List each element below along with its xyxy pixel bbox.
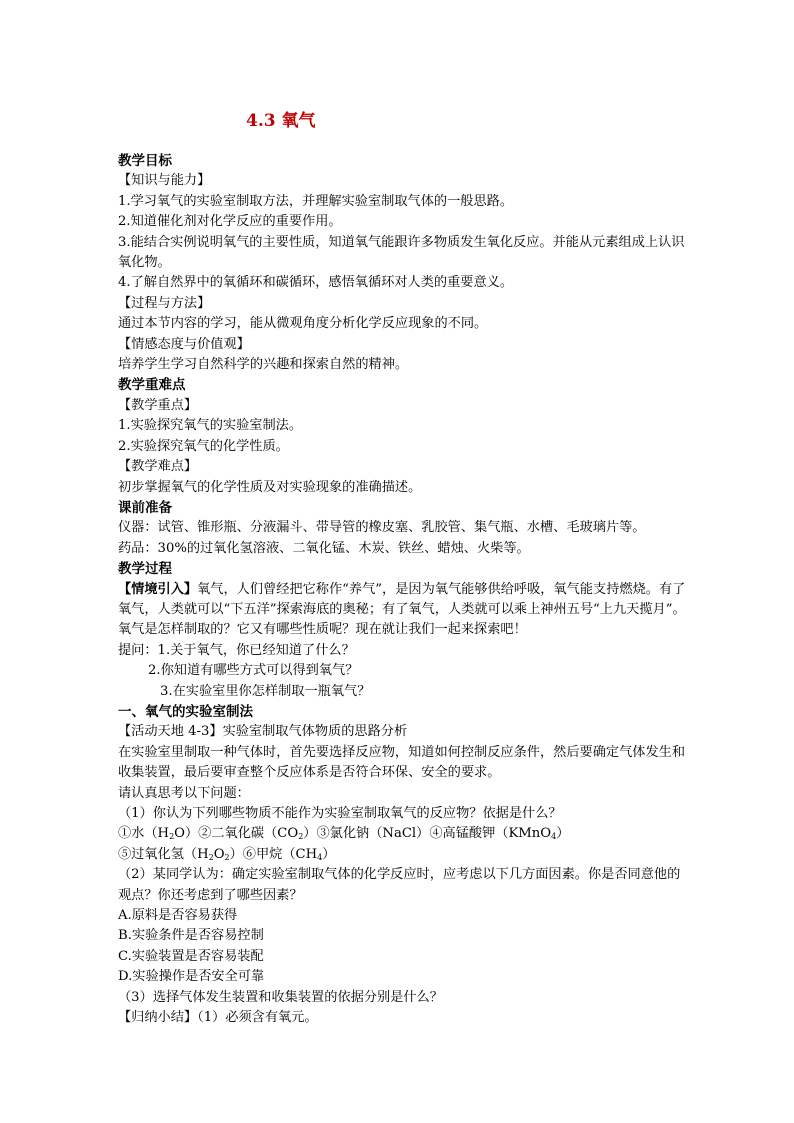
summary-text: （1）必须含有氧元。 (197, 1010, 318, 1026)
document-body (118, 151, 690, 1028)
substance-list (118, 824, 690, 844)
intro-paragraph (118, 580, 690, 641)
subheading-knowledge: 【知识与能力】 (118, 173, 211, 189)
reagent-list: 药品：30%的过氧化氢溶液、二氧化锰、木炭、铁丝、蜡烛、火柴等。 (118, 540, 530, 556)
subscript: 2 (169, 832, 175, 842)
section-heading-prep: 课前准备 (118, 499, 172, 516)
subsection-heading: 一、氧气的实验室制法 (118, 703, 253, 720)
activity-text: 实验室制取气体物质的思路分析 (222, 724, 408, 740)
think-question: （3）选择气体发生装置和收集装置的依据分别是什么？ (118, 989, 443, 1005)
summary-label: 【归纳小结】 (118, 1010, 198, 1026)
goal-item: 3.能结合实例说明氧气的主要性质，知道氧气能跟许多物质发生氧化反应。并能从元素组成上认识氧化物。 (118, 234, 685, 271)
substance-text: ） (322, 846, 336, 862)
substance-text: O）②二氧化碳（CO (174, 826, 299, 842)
option-item: A.原料是否容易获得 (118, 908, 238, 924)
intro-text: 氧气，人们曾经把它称作“养气”，是因为氧气能够供给呼吸，氧气能支持燃烧。有了氧气，人类就可以“下五洋”探索海底的奥秘；有了氧气，人类就可以乘上神州五号“上九天揽月”。氧气是怎样制取的？它又有哪些性质呢？现在就让我们一起来探索吧！ (118, 581, 686, 638)
substance-text: ⑤过氧化氢（H (118, 846, 209, 862)
subscript: 2 (298, 832, 304, 842)
section-heading-goals: 教学目标 (118, 153, 172, 169)
subheading-attitude: 【情感态度与价值观】 (118, 336, 250, 352)
key-point-item: 2.实验探究氧气的化学性质。 (118, 438, 289, 454)
option-item: D.实验操作是否安全可靠 (118, 969, 265, 985)
key-point-item: 1.实验探究氧气的实验室制法。 (118, 418, 303, 434)
substance-text: ）③氯化钠（NaCl）④高锰酸钾（KMnO (303, 826, 552, 842)
paragraph: 培养学生学习自然科学的兴趣和探索自然的精神。 (118, 357, 409, 373)
goal-item: 2.知道催化剂对化学反应的重要作用。 (118, 214, 342, 230)
instrument-list: 仪器：试管、锥形瓶、分液漏斗、带导管的橡皮塞、乳胶管、集气瓶、水槽、毛玻璃片等。 (118, 520, 646, 536)
activity-label: 【活动天地 4-3】 (118, 724, 223, 740)
subheading-hard-points: 【教学难点】 (118, 459, 198, 475)
section-heading-difficulty: 教学重难点 (118, 377, 186, 394)
paragraph: 在实验室里制取一种气体时，首先要选择反应物，知道如何控制反应条件，然后要确定气体发生和收集装置，最后要审查整个反应体系是否符合环保、安全的要求。 (118, 744, 686, 781)
paragraph: 请认真思考以下问题： (118, 785, 250, 801)
substance-text: O (213, 846, 225, 862)
paragraph: 初步掌握氧气的化学性质及对实验现象的准确描述。 (118, 479, 422, 495)
subscript: 2 (208, 852, 214, 862)
substance-text: ①水（H (118, 826, 170, 842)
subheading-key-points: 【教学重点】 (118, 397, 198, 413)
subheading-process: 【过程与方法】 (118, 295, 211, 311)
subscript: 4 (551, 832, 557, 842)
substance-text: ）⑥甲烷（CH (229, 846, 318, 862)
think-question: （1）你认为下列哪些物质不能作为实验室制取氧气的反应物？依据是什么？ (118, 806, 562, 821)
substance-list (118, 845, 690, 865)
option-item: B.实验条件是否容易控制 (118, 928, 264, 944)
activity-line (118, 722, 690, 742)
substance-text: ） (556, 826, 570, 842)
question-item: 提问：1.关于氧气，你已经知道了什么？ (118, 642, 355, 658)
question-item: 2.你知道有哪些方式可以得到氧气？ (148, 663, 359, 679)
subscript: 2 (224, 852, 230, 862)
option-item: C.实验装置是否容易装配 (118, 948, 264, 964)
goal-item: 4.了解自然界中的氧循环和碳循环，感悟氧循环对人类的重要意义。 (118, 275, 514, 291)
goal-item: 1.学习氧气的实验室制取方法，并理解实验室制取气体的一般思路。 (118, 193, 514, 209)
think-question: （2）某同学认为：确定实验室制取气体的化学反应时，应考虑以下几方面因素。你是否同意他的观点？你还考虑到了哪些因素？ (118, 867, 681, 903)
paragraph: 通过本节内容的学习，能从微观角度分析化学反应现象的不同。 (118, 316, 488, 332)
document-title: 4.3 氧气 (246, 111, 316, 131)
question-item: 3.在实验室里你怎样制取一瓶氧气？ (160, 683, 371, 699)
section-heading-process: 教学过程 (118, 561, 172, 578)
subscript: 4 (317, 852, 323, 862)
intro-label: 【情境引入】 (118, 581, 198, 597)
summary-line (118, 1008, 690, 1028)
